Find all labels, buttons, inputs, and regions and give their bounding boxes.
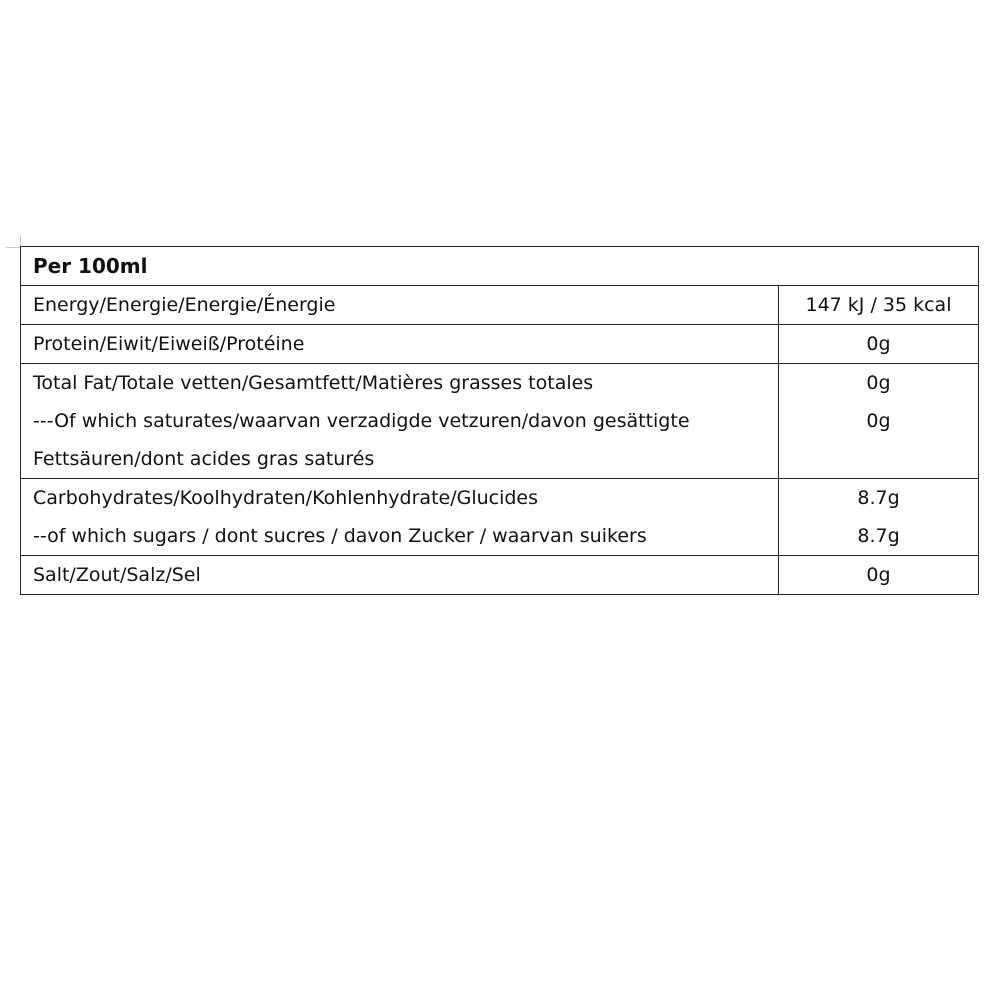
nutrient-value-cell (779, 556, 979, 595)
nutrient-sublabel: --of which sugars / dont sucres / davon Zucker / waarvan suikers (33, 525, 647, 547)
nutrient-label-cell (21, 364, 779, 479)
table-row-energy (21, 286, 979, 325)
nutrient-value-cell (779, 479, 979, 556)
nutrient-label-cell (21, 479, 779, 556)
nutrient-value: 0g (866, 372, 891, 394)
nutrient-value: 0g (866, 333, 891, 355)
nutrient-value-cell (779, 325, 979, 364)
nutrient-value-cell (779, 286, 979, 325)
per-100ml-header (21, 247, 979, 286)
nutrient-label: Carbohydrates/Koolhydraten/Kohlenhydrate/Glucides (33, 487, 539, 509)
nutrient-value: 0g (866, 564, 891, 586)
nutrient-label: Protein/Eiwit/Eiweiß/Protéine (33, 333, 305, 355)
nutrient-sublabel: ---Of which saturates/waarvan verzadigde vetzuren/davon gesättigte (33, 410, 690, 432)
nutrient-subvalue-blank (791, 440, 966, 478)
nutrient-label: Salt/Zout/Salz/Sel (33, 564, 201, 586)
table-row-fat (21, 364, 979, 479)
table-header-row (21, 247, 979, 286)
page-corner-mark (6, 235, 21, 248)
table-row-carbohydrates (21, 479, 979, 556)
nutrient-label: Energy/Energie/Energie/Énergie (33, 294, 336, 316)
nutrient-value: 147 kJ / 35 kcal (805, 294, 952, 316)
nutrient-label-cell (21, 556, 779, 595)
nutrient-subvalue: 0g (866, 410, 891, 432)
nutrient-label-cell (21, 286, 779, 325)
nutrient-value-cell (779, 364, 979, 479)
header-text: Per 100ml (33, 254, 148, 278)
nutrient-subvalue: 8.7g (857, 525, 900, 547)
table-row-protein (21, 325, 979, 364)
table-row-salt (21, 556, 979, 595)
nutrition-table (20, 246, 979, 595)
nutrient-label-cell (21, 325, 779, 364)
nutrient-value: 8.7g (857, 487, 900, 509)
nutrient-label: Total Fat/Totale vetten/Gesamtfett/Matières grasses totales (33, 372, 594, 394)
nutrient-sublabel-continued: Fettsäuren/dont acides gras saturés (33, 448, 375, 470)
